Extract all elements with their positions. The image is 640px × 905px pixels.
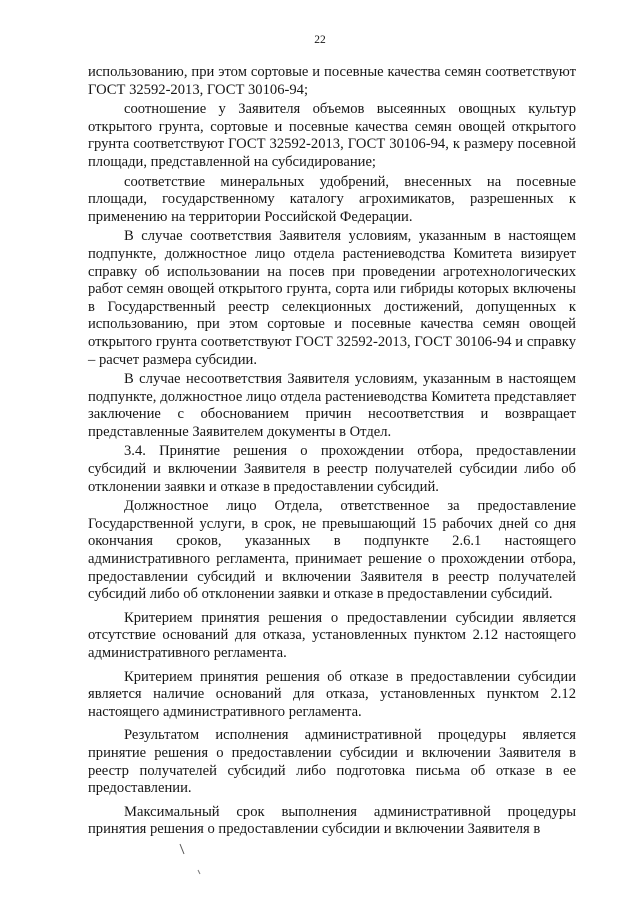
document-body (88, 64, 576, 839)
paragraph-fertilizer-condition: соответствие минеральных удобрений, внесенных на посевные площади, государственному каталогу агрохимикатов, разрешенных к применению на территории Российской Федерации. (88, 173, 576, 225)
paragraph-ratio-condition: соотношение у Заявителя объемов высеянных овощных культур открытого грунта, сортовые и посевные качества семян овощей открытого грунта соответствуют ГОСТ 32592-2013, ГОСТ 30106-94, к размеру посевной площади, представленной на субсидирование; (88, 101, 576, 170)
paragraph-refusal-criterion: Критерием принятия решения об отказе в предоставлении субсидии является наличие оснований для отказа, установленных пунктом 2.12 настоящего административного регламента. (88, 668, 576, 720)
page-number: 22 (314, 34, 326, 46)
paragraph-max-term: Максимальный срок выполнения административной процедуры принятия решения о предоставлении субсидии и включении Заявителя в (88, 803, 576, 838)
paragraph-official-decision: Должностное лицо Отдела, ответственное за предоставление Государственной услуги, в срок, не превышающий 15 рабочих дней со дня окончания сроков, указанных в подпункте 2.6.1 настоящего административного регламента, принимает решение о прохождении отбора, предоставлении субсидий и включении Заявителя в реестр получателей субсидий либо об отклонении заявки и отказе в предоставлении субсидий. (88, 498, 576, 603)
paragraph-approval-criterion: Критерием принятия решения о предоставлении субсидии является отсутствие оснований для отказа, установленных пунктом 2.12 настоящего административного регламента. (88, 609, 576, 661)
section-heading-3-4: 3.4. Принятие решения о прохождении отбора, предоставлении субсидий и включении Заявителя в реестр получателей субсидии либо об отклонении заявки и отказе в предоставлении субсидий. (88, 443, 576, 495)
paragraph-noncompliance-case: В случае несоответствия Заявителя условиям, указанным в настоящем подпункте, должностное лицо отдела растениеводства Комитета представляет заключение с обоснованием причин несоответствия и возвращает представленные Заявителем документы в Отдел. (88, 371, 576, 440)
scan-artifact-marks (168, 840, 228, 880)
paragraph-continuation: использованию, при этом сортовые и посевные качества семян соответствуют ГОСТ 32592-2013, ГОСТ 30106-94; (88, 64, 576, 98)
paragraph-procedure-result: Результатом исполнения административной процедуры является принятие решения о предоставлении субсидии и включении Заявителя в реестр получателей субсидий либо подготовка письма об отказе в ее предоставлении. (88, 727, 576, 797)
paragraph-compliance-case: В случае соответствия Заявителя условиям, указанным в настоящем подпункте, должностное лицо отдела растениеводства Комитета визирует справку об использовании на посев при проведении агротехнологических работ семян овощей открытого грунта, сорта или гибриды которых включены в Государственный реестр селекционных достижений, допущенных к использованию, при этом сортовые и посевные качества семян овощей открытого грунта соответствуют ГОСТ 32592-2013, ГОСТ 30106-94 и справку – расчет размера субсидии. (88, 228, 576, 368)
